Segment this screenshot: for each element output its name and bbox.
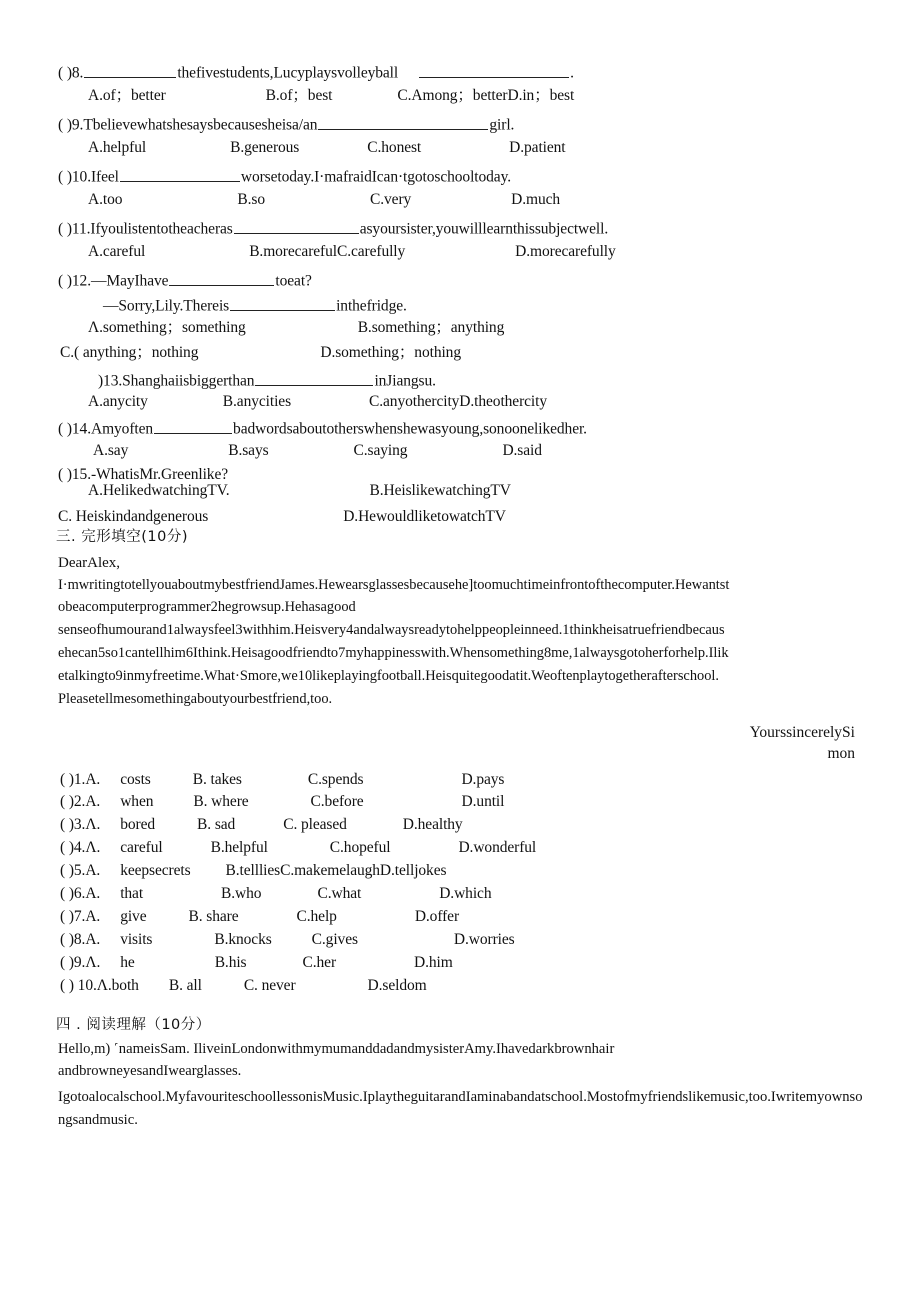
q12-option-a[interactable]: Λ.something；something [88,319,246,336]
cloze-6-option-a[interactable]: that [120,885,144,902]
question-13-options [88,394,547,410]
q12-stem2-after: inthefridge. [336,297,407,315]
cloze-10-marker: ( ) 10.Λ.both [60,977,139,994]
cloze-body-line-6: Pleasetellmesomethingaboutyourbestfriend,too. [58,691,333,707]
signature-line-2: mon [827,745,855,762]
cloze-3-option-d[interactable]: D.healthy [402,816,463,833]
cloze-2-option-d[interactable]: D.until [461,793,505,810]
cloze-3-option-c[interactable]: C. pleased [283,816,347,833]
cloze-9-option-c[interactable]: C.her [302,954,337,971]
q10-marker: ( )10. [58,168,91,186]
q9-stem: Tbelievewhatshesaysbecausesheisa/an [83,116,318,134]
q15-marker: ( )15. [58,466,91,483]
cloze-body-line-2: obeacomputerprogrammer2hegrowsup.Hehasagood [58,599,356,615]
cloze-2-option-a[interactable]: when [120,793,154,810]
q12-marker: ( )12. [58,272,91,290]
reading-para1-line1: Hello,m) ˹nameisSam. IliveinLondonwithmymumanddadandmysisterAmy.Ihavedarkbrownhair [58,1041,615,1057]
q11-option-d[interactable]: D.morecarefully [515,243,616,260]
q10-blank [120,166,240,182]
q14-stem-after: badwordsaboutotherswhenshewasyoung,sonoonelikedher. [233,420,587,438]
cloze-body-line-4: ehecan5so1cantellhim6Ithink.Heisagoodfriendto7myhappinesswith.Whensomething8me,1alwaysgotoherforhelp.Ilik [58,645,729,661]
cloze-8-option-b[interactable]: B.knocks [214,931,272,948]
q10-option-d[interactable]: D.much [511,191,561,208]
q10-option-a[interactable]: A.too [88,191,123,208]
reading-para2: Igotoalocalschool.MyfavouriteschoollessonisMusic.IplaytheguitarandIaminabandatschool.Mostofmyfriendslikemusic,too.Iwritemyownsongsandmusic. [58,1089,863,1128]
cloze-5-option-a[interactable]: keepsecrets [120,862,191,879]
q15-option-a[interactable]: A.HelikedwatchingTV. [88,482,230,499]
q15-option-d[interactable]: D.HewouldliketowatchTV [343,508,506,525]
reading-para1-line2: andbrowneyesandIwearglasses. [58,1063,242,1079]
cloze-8-marker: ( )8.A. [60,931,101,948]
question-15-options-row2 [58,509,506,525]
q9-stem-after: girl. [489,116,515,134]
q8-option-cd[interactable]: C.Among；betterD.in；best [397,87,575,104]
q8-stem-after: . [570,64,574,82]
section-reading-heading: 四 . 阅读理解（10分） [56,1017,211,1033]
cloze-6-option-c[interactable]: C.what [317,885,362,902]
cloze-item-4 [60,840,536,856]
cloze-item-10 [60,978,427,994]
cloze-1-option-a[interactable]: costs [120,771,151,788]
signature-line-1: YourssincerelySi [749,724,855,741]
q13-marker: )13. [98,372,123,390]
cloze-item-8 [60,932,515,948]
q11-marker: ( )11. [58,220,91,238]
q14-option-d[interactable]: D.said [502,442,542,459]
cloze-6-marker: ( )6.A. [60,885,101,902]
cloze-9-option-d[interactable]: D.him [414,954,453,971]
q12-blank-2 [230,295,335,311]
q8-blank-1 [84,62,176,78]
q10-option-b[interactable]: B.so [237,191,265,208]
cloze-1-marker: ( )1.A. [60,771,101,788]
question-15-options-row1 [88,483,511,499]
q8-marker: ( )8. [58,64,84,82]
q15-option-b[interactable]: B.HeislikewatchingTV [369,482,511,499]
question-14-stem [58,418,587,437]
cloze-10-option-c[interactable]: C. never [243,977,296,994]
cloze-item-3 [60,817,463,833]
q13-option-a[interactable]: A.anycity [88,393,148,410]
cloze-9-option-b[interactable]: B.his [214,954,247,971]
q12-stem2: —Sorry,Lily.Thereis [103,297,230,315]
q14-blank [154,418,232,434]
cloze-7-option-a[interactable]: give [120,908,147,925]
question-12-options-row2 [60,345,461,361]
cloze-item-6 [60,886,491,902]
cloze-1-option-c[interactable]: C.spends [307,771,364,788]
q9-option-b[interactable]: B.generous [230,139,300,156]
q8-stem-mid: thefivestudents,Lucyplaysvolleyball [177,64,399,82]
cloze-item-7 [60,909,459,925]
question-8-stem [58,62,574,81]
q13-option-b[interactable]: B.anycities [222,393,292,410]
cloze-1-option-b[interactable]: B. takes [192,771,242,788]
question-11-options [88,244,616,260]
cloze-body-line-1: I·mwritingtotellyouaboutmybestfriendJames.Hewearsglassesbecausehe]toomuchtimeinfrontofthecomputer.Hewantst [58,577,730,593]
cloze-4-option-d[interactable]: D.wonderful [458,839,537,856]
q8-option-b[interactable]: B.of；best [265,87,333,104]
q8-option-a[interactable]: A.of；better [88,87,166,104]
q12-stem-after: toeat? [275,272,312,290]
cloze-salutation: DearAlex, [58,555,121,571]
q9-marker: ( )9. [58,116,84,134]
q10-stem: Ifeel [90,168,119,186]
cloze-2-marker: ( )2.A. [60,793,101,810]
cloze-3-option-a[interactable]: bored [120,816,156,833]
cloze-9-option-a[interactable]: he [120,954,135,971]
q9-option-a[interactable]: A.helpful [88,139,147,156]
cloze-item-2 [60,794,504,810]
cloze-4-option-b[interactable]: B.helpful [210,839,268,856]
question-15-stem [58,467,228,483]
cloze-body-line-5: etalkingto9inmyfreetime.What·Smore,we10likeplayingfootball.Heisquitegoodatit.Weoftenplaytogetherafterschool. [58,668,720,684]
q9-blank [318,114,488,130]
q13-option-cd[interactable]: C.anyothercityD.theothercity [369,393,547,410]
question-12-options-row1 [88,320,504,336]
q14-marker: ( )14. [58,420,91,438]
q14-option-b[interactable]: B.says [228,442,269,459]
q10-option-c[interactable]: C.very [370,191,412,208]
q10-stem-after: worsetoday.I·mafraidIcan·tgotoschooltoday. [240,168,511,186]
question-9-stem [58,114,514,133]
q11-option-bc[interactable]: B.morecarefulC.carefully [249,243,406,260]
question-14-options [93,443,542,459]
q11-option-a[interactable]: A.careful [88,243,146,260]
q11-blank [234,218,359,234]
cloze-1-option-d[interactable]: D.pays [461,771,505,788]
q13-stem-after: inJiangsu. [374,372,436,390]
q14-option-a[interactable]: A.say [93,442,129,459]
q14-stem: Amyoften [90,420,154,438]
q12-option-c[interactable]: C.( anything；nothing [60,344,199,361]
q14-option-c[interactable]: C.saying [353,442,408,459]
question-10-options [88,192,560,208]
cloze-6-option-d[interactable]: D.which [439,885,492,902]
cloze-signature [655,722,855,764]
q12-option-b[interactable]: B.something；anything [357,319,505,336]
cloze-3-marker: ( )3.Λ. [60,816,101,833]
cloze-2-option-b[interactable]: B. where [193,793,249,810]
cloze-item-9 [60,955,453,971]
cloze-10-option-b[interactable]: B. all [168,977,202,994]
q12-stem: —MayIhave [90,272,169,290]
q15-stem: -WhatisMr.Greenlike? [90,466,229,483]
cloze-7-option-c[interactable]: C.help [296,908,337,925]
question-9-options [88,140,566,156]
q11-stem: Ifyoulistentotheacheras [90,220,233,238]
cloze-4-option-c[interactable]: C.hopeful [329,839,391,856]
cloze-10-option-d[interactable]: D.seldom [367,977,427,994]
cloze-5-marker: ( )5.A. [60,862,101,879]
q12-blank-1 [169,270,274,286]
cloze-7-option-d[interactable]: D.offer [414,908,460,925]
cloze-5-option-bcd[interactable]: B.tellliesC.makemelaughD.telljokes [225,862,447,879]
q11-stem-after: asyoursister,youwilllearnthissubjectwell. [359,220,609,238]
question-10-stem [58,166,511,185]
cloze-8-option-d[interactable]: D.worries [453,931,515,948]
q9-option-c[interactable]: C.honest [367,139,422,156]
q8-blank-2 [419,62,569,78]
cloze-2-option-c[interactable]: C.before [310,793,364,810]
q9-option-d[interactable]: D.patient [509,139,566,156]
cloze-3-option-b[interactable]: B. sad [197,816,236,833]
cloze-6-option-b[interactable]: B.who [221,885,262,902]
q12-option-d[interactable]: D.something；nothing [320,344,461,361]
cloze-8-option-a[interactable]: visits [120,931,153,948]
cloze-7-marker: ( )7.A. [60,908,101,925]
question-12-stem [58,270,312,289]
cloze-body-line-3: senseofhumourand1alwaysfeel3withhim.Heisvery4andalwaysreadytohelppeopleinneed.1thinkheisatruefriendbecaus [58,622,725,638]
cloze-4-marker: ( )4.Λ. [60,839,101,856]
cloze-7-option-b[interactable]: B. share [188,908,239,925]
question-12-stem-2 [103,295,407,314]
q13-stem: Shanghaiisbiggerthan [122,372,255,390]
section-cloze-heading: 三. 完形填空(10分) [56,529,188,545]
cloze-9-marker: ( )9.Λ. [60,954,101,971]
question-13-stem [98,370,436,389]
q15-option-c[interactable]: C. Heiskindandgenerous [58,508,209,525]
cloze-4-option-a[interactable]: careful [120,839,163,856]
question-11-stem [58,218,608,237]
question-8-options [88,88,574,104]
cloze-item-1 [60,772,504,788]
q13-blank [255,370,373,386]
cloze-item-5 [60,863,446,879]
cloze-8-option-c[interactable]: C.gives [311,931,358,948]
